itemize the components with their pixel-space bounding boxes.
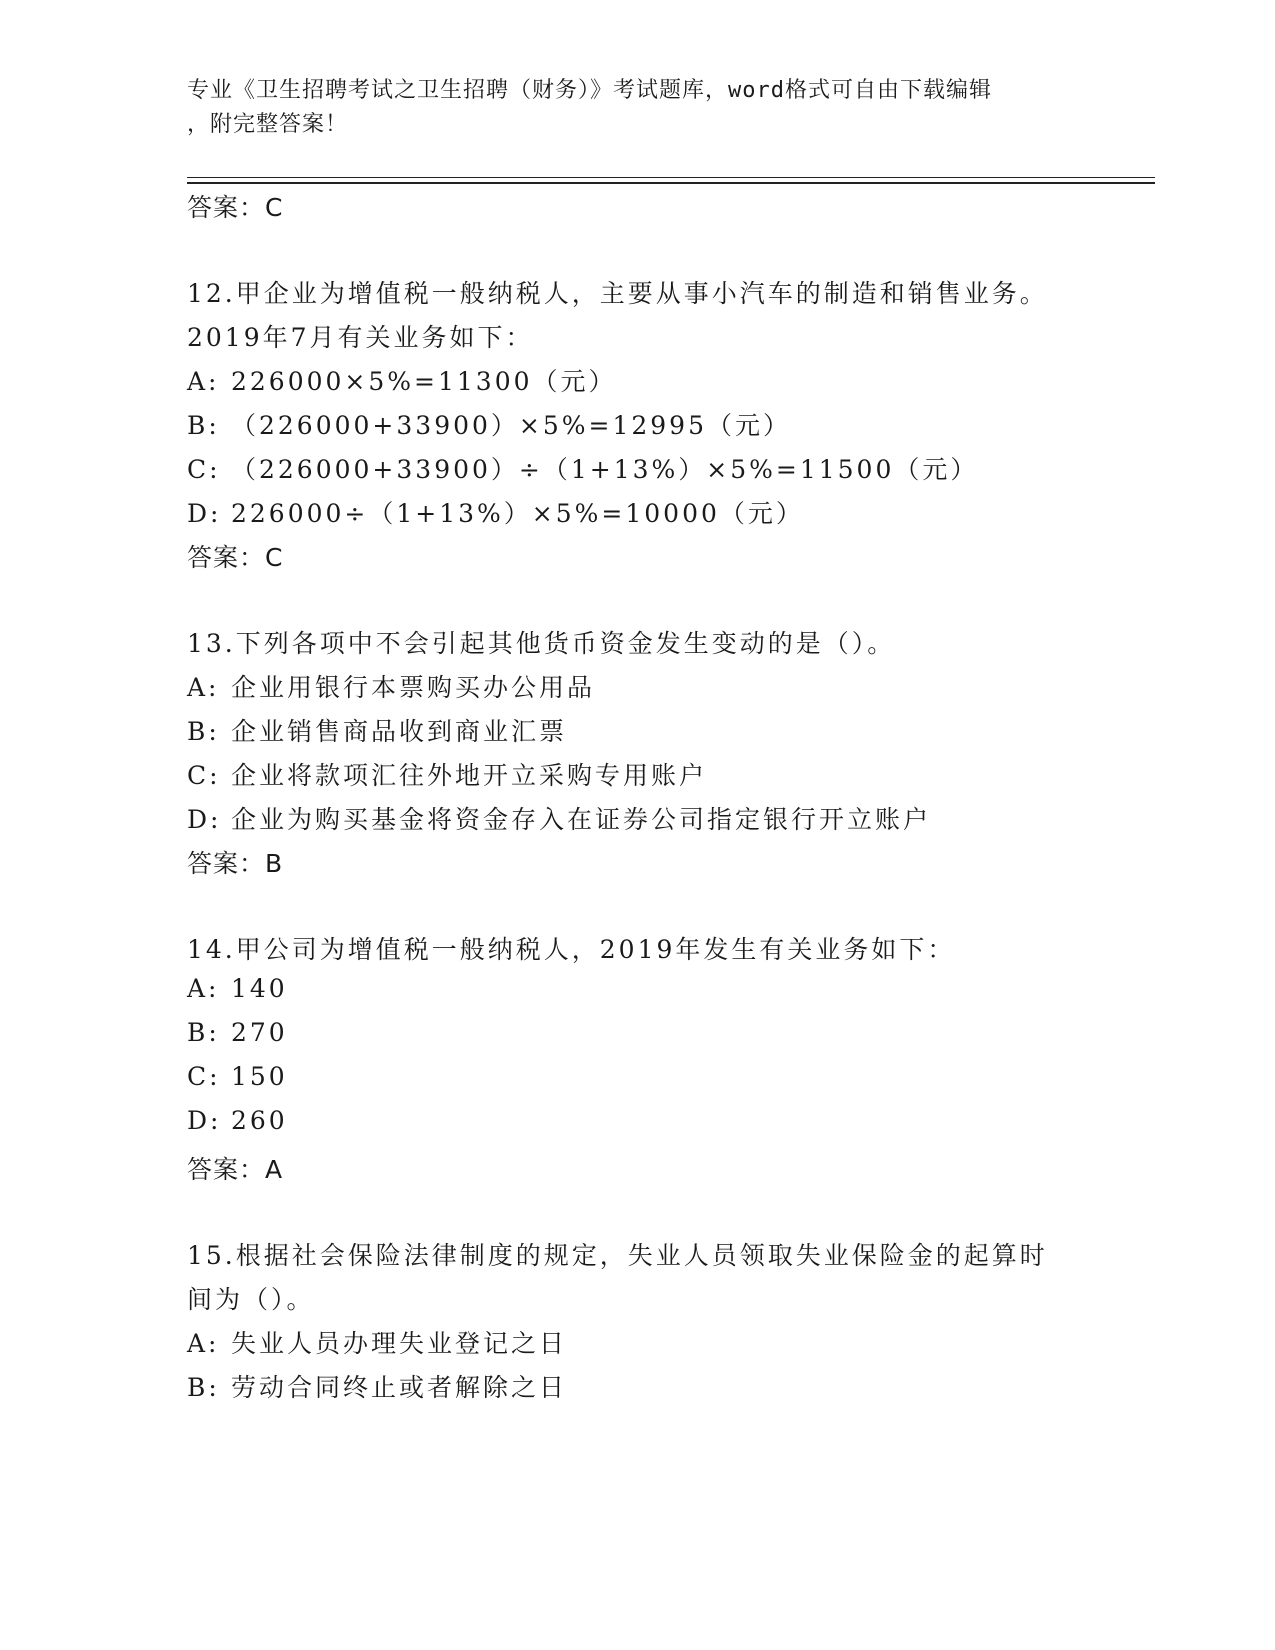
q15-option-a — [187, 1324, 567, 1360]
header-line-2: ，附完整答案！ — [187, 112, 349, 137]
option-letter: A: — [187, 974, 220, 1003]
q15-stem-line-2: 间为（）。 — [187, 1285, 315, 1314]
option-text: 270 — [231, 1018, 288, 1047]
option-text: 失业人员办理失业登记之日 — [231, 1329, 568, 1358]
option-text: （226000+33900）×5%=12995（元） — [231, 411, 791, 440]
option-text: 260 — [231, 1106, 288, 1135]
option-letter: B: — [187, 1373, 220, 1402]
option-text: （226000+33900）÷（1+13%）×5%=11500（元） — [231, 455, 979, 484]
option-text: 226000×5%=11300（元） — [231, 367, 617, 396]
q12-stem-line-1: 12.甲企业为增值税一般纳税人，主要从事小汽车的制造和销售业务。 — [187, 279, 1048, 308]
option-letter: D: — [187, 499, 222, 528]
header-divider-thin — [187, 177, 1155, 178]
q13-option-b — [187, 712, 567, 748]
option-text: 劳动合同终止或者解除之日 — [231, 1373, 568, 1402]
header-line-1: 专业《卫生招聘考试之卫生招聘（财务）》考试题库，word格式可自由下载编辑 — [187, 78, 992, 103]
option-letter: A: — [187, 673, 220, 702]
option-letter: A: — [187, 367, 220, 396]
option-letter: C: — [187, 761, 221, 790]
option-letter: C: — [187, 1062, 221, 1091]
q12-option-d — [187, 494, 804, 530]
option-letter: D: — [187, 1106, 222, 1135]
q14-option-a — [187, 974, 288, 1003]
option-text: 企业为购买基金将资金存入在证券公司指定银行开立账户 — [231, 805, 932, 834]
q13-answer: 答案：B — [187, 849, 284, 878]
option-text: 企业用银行本票购买办公用品 — [231, 673, 596, 702]
q12-option-a — [187, 362, 617, 398]
header-divider-thick — [187, 182, 1155, 184]
option-letter: B: — [187, 717, 220, 746]
q15-stem-line-1: 15.根据社会保险法律制度的规定，失业人员领取失业保险金的起算时 — [187, 1241, 1048, 1270]
q13-stem-line-1: 13.下列各项中不会引起其他货币资金发生变动的是（）。 — [187, 629, 896, 658]
option-text: 企业将款项汇往外地开立采购专用账户 — [231, 761, 708, 790]
option-text: 企业销售商品收到商业汇票 — [231, 717, 568, 746]
option-text: 226000÷（1+13%）×5%=10000（元） — [231, 499, 804, 528]
q12-option-b — [187, 406, 791, 442]
option-letter: B: — [187, 1018, 220, 1047]
option-letter: B: — [187, 411, 220, 440]
document-header — [187, 74, 1087, 142]
q13-option-a — [187, 668, 595, 704]
q14-option-b — [187, 1018, 288, 1047]
q13-option-d — [187, 800, 931, 836]
q14-answer: 答案：A — [187, 1155, 284, 1184]
q13-option-c — [187, 756, 707, 792]
option-letter: D: — [187, 805, 222, 834]
q15-option-b — [187, 1368, 567, 1404]
option-letter: A: — [187, 1329, 220, 1358]
q12-stem-line-2: 2019年7月有关业务如下： — [187, 323, 534, 352]
option-text: 140 — [231, 974, 288, 1003]
q14-option-c — [187, 1062, 288, 1091]
q12-option-c — [187, 450, 978, 486]
option-text: 150 — [231, 1062, 288, 1091]
q14-stem-line-1: 14.甲公司为增值税一般纳税人，2019年发生有关业务如下： — [187, 935, 956, 964]
q14-option-d — [187, 1106, 288, 1135]
q12-answer: 答案：C — [187, 543, 284, 572]
answer-previous: 答案：C — [187, 193, 284, 222]
option-letter: C: — [187, 455, 221, 484]
